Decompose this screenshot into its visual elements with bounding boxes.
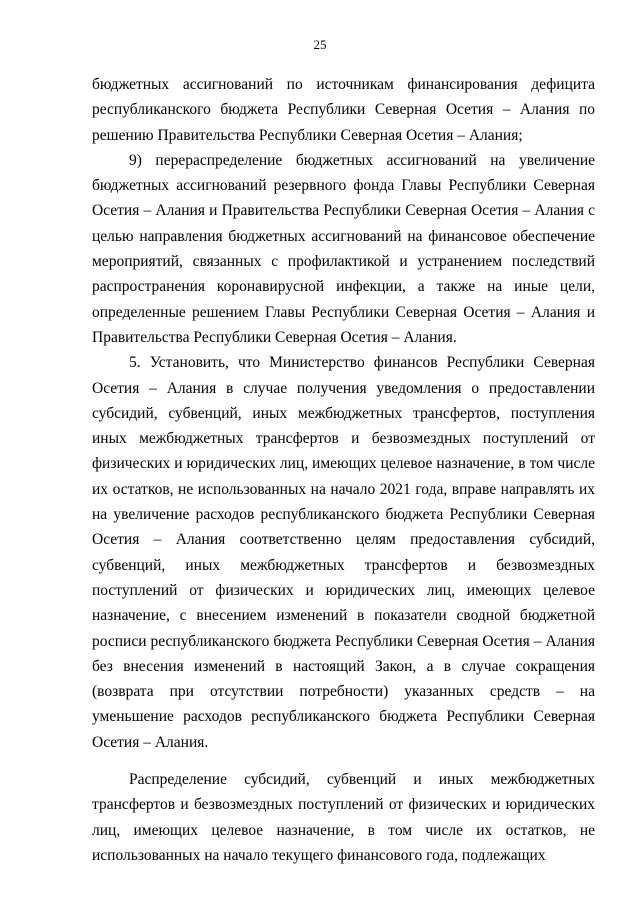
document-body	[92, 72, 595, 868]
page-number: 25	[313, 37, 327, 52]
paragraph-point-5: 5. Установить, что Министерство финансов Республики Северная Осетия – Алания в случае получения уведомления о предоставлении субсидий, субвенций, иных межбюджетных трансфертов, поступления иных межбюджетных трансфертов и безвозмездных поступлений от физических и юридических лиц, имеющих целевое назначение, в том числе их остатков, не использованных на начало 2021 года, вправе направлять их на увеличение расходов республиканского бюджета Республики Северная Осетия – Алания соответственно целям предоставления субсидий, субвенций, иных межбюджетных трансфертов и безвозмездных поступлений от физических и юридических лиц, имеющих целевое назначение, с внесением изменений в показатели сводной бюджетной росписи республиканского бюджета Республики Северная Осетия – Алания без внесения изменений в настоящий Закон, а в случае сокращения (возврата при отсутствии потребности) указанных средств – на уменьшение расходов республиканского бюджета Республики Северная Осетия – Алания.	[92, 354, 595, 751]
paragraph-continued: бюджетных ассигнований по источникам финансирования дефицита республиканского бюджета Республики Северная Осетия – Алания по решению Правительства Республики Северная Осетия – Алания;	[92, 76, 595, 144]
paragraph-item-9: 9) перераспределение бюджетных ассигнований на увеличение бюджетных ассигнований резервного фонда Главы Республики Северная Осетия – Алания и Правительства Республики Северная Осетия – Алания с целью направления бюджетных ассигнований на финансовое обеспечение мероприятий, связанных с профилактикой и устранением последствий распространения коронавирусной инфекции, а также на иные цели, определенные решением Главы Республики Северная Осетия – Алания и Правительства Республики Северная Осетия – Алания.	[92, 151, 595, 346]
paragraph-distribution: Распределение субсидий, субвенций и иных межбюджетных трансфертов и безвозмездных поступлений от физических и юридических лиц, имеющих целевое назначение, в том числе их остатков, не использованных на начало текущего финансового года, подлежащих	[92, 771, 595, 864]
